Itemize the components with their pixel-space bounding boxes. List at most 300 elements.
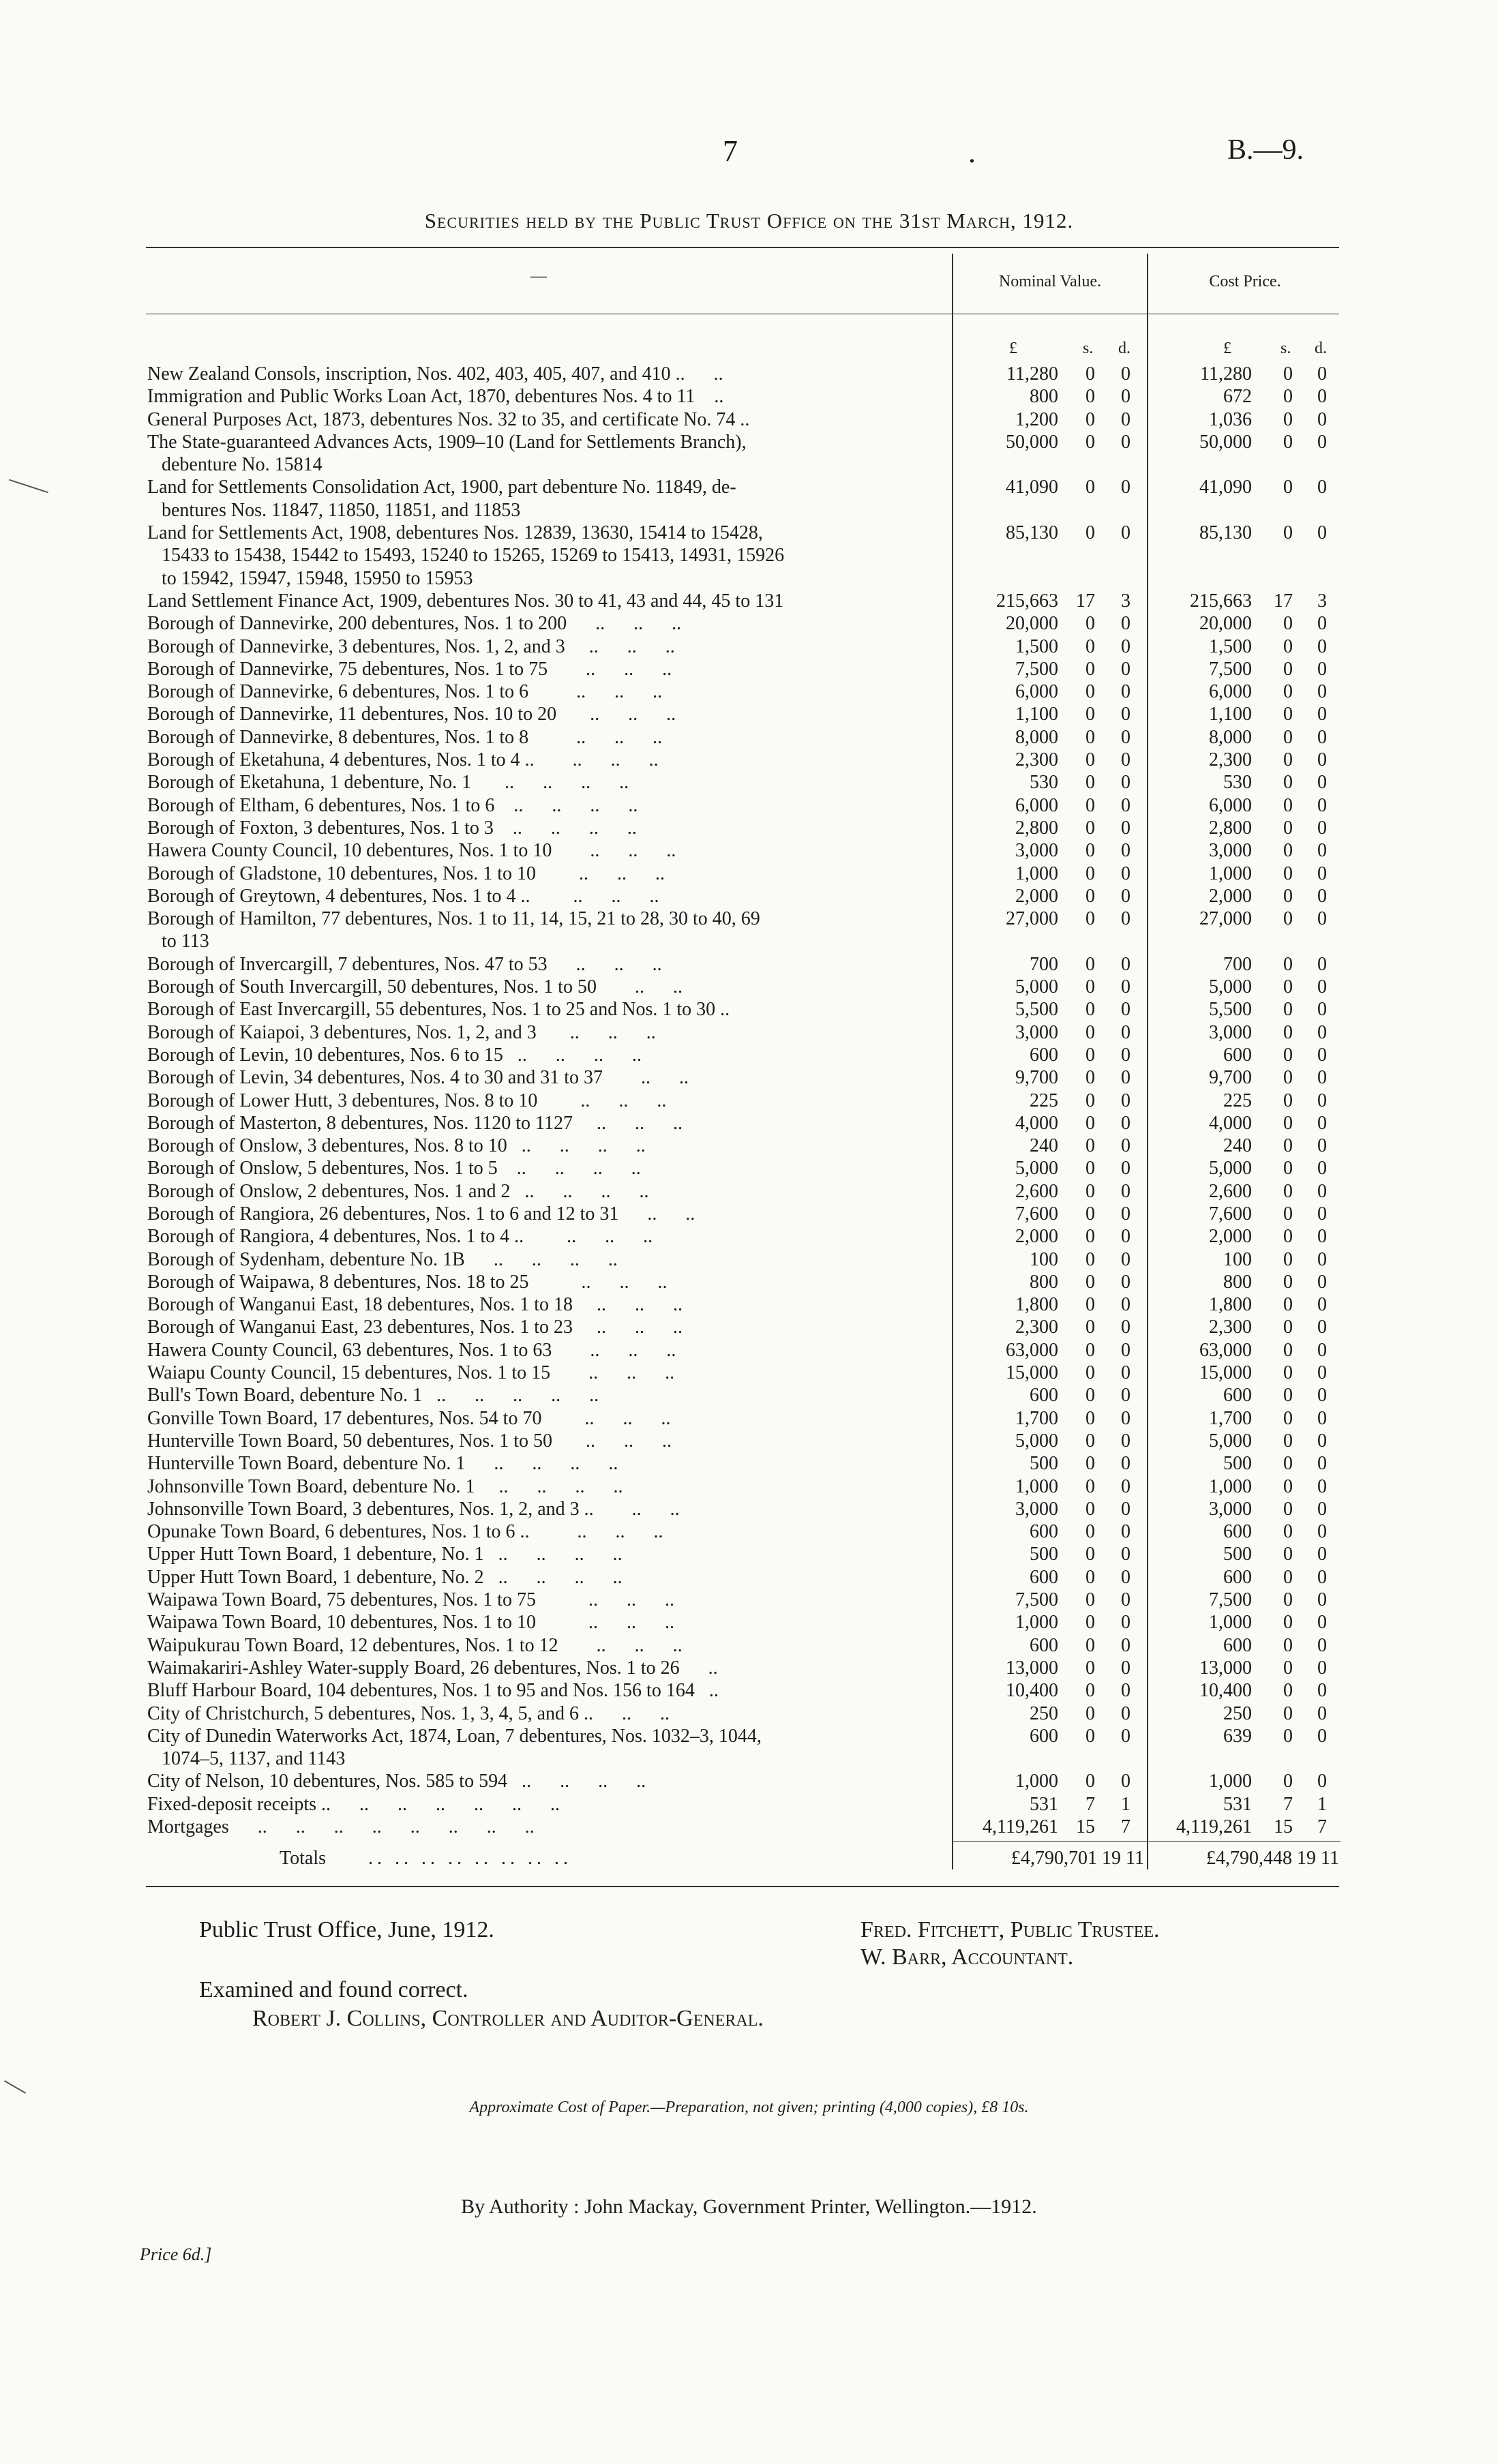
table-row	[147, 749, 1340, 771]
table-row	[147, 794, 1340, 817]
nominal-pence: 0	[1121, 1702, 1130, 1724]
cost-pence: 0	[1317, 1112, 1327, 1134]
cost-shillings: 0	[1283, 1566, 1293, 1588]
table-row	[147, 1634, 1340, 1657]
nominal-pounds: 500	[1030, 1544, 1058, 1565]
nominal-pence: 3	[1121, 590, 1130, 612]
cost-shillings: 0	[1283, 1203, 1293, 1225]
cost-pounds: 7,500	[1209, 1589, 1252, 1611]
nominal-pounds: 5,000	[1015, 1158, 1058, 1180]
cost-pence: 0	[1317, 1135, 1327, 1157]
cost-shillings: 0	[1283, 1453, 1293, 1475]
auditor-signature: Robert J. Collins, Controller and Auditor-General.	[252, 2006, 764, 2031]
table-row	[147, 726, 1340, 749]
cost-pence: 0	[1317, 1090, 1327, 1111]
cost-shillings: 0	[1283, 1317, 1293, 1338]
cost-pence: 7	[1317, 1816, 1327, 1837]
table-row	[147, 1225, 1340, 1248]
cost-shillings: 0	[1283, 1521, 1293, 1543]
cost-shillings: 0	[1283, 1475, 1293, 1497]
nominal-pounds: 1,100	[1015, 704, 1058, 725]
nominal-pence: 0	[1121, 1589, 1130, 1611]
nominal-pounds: 5,500	[1015, 999, 1058, 1021]
nominal-pounds: 2,000	[1015, 1226, 1058, 1248]
cost-pounds: 639	[1223, 1725, 1252, 1747]
nominal-pounds: 5,000	[1015, 1430, 1058, 1452]
nominal-pounds: 27,000	[1006, 908, 1058, 930]
cost-pounds: 1,800	[1209, 1294, 1252, 1316]
security-description: Borough of Masterton, 8 debentures, Nos. 1120 to 1127 .. .. ..	[147, 1112, 683, 1134]
nominal-pounds: 41,090	[1006, 477, 1058, 498]
totals-leader-dots: .. .. .. .. .. .. .. ..	[368, 1848, 572, 1869]
security-description: Borough of Eketahuna, 4 debentures, Nos. 1 to 4 .. .. .. ..	[147, 749, 659, 771]
cost-shillings: 0	[1283, 1430, 1293, 1452]
table-row	[147, 1044, 1340, 1066]
cost-shillings: 0	[1283, 1135, 1293, 1157]
cost-pounds: 7,600	[1209, 1203, 1252, 1225]
page-number: 7	[723, 134, 738, 168]
security-description: Borough of South Invercargill, 50 debentures, Nos. 1 to 50 .. ..	[147, 976, 683, 998]
cost-pounds: 215,663	[1190, 590, 1252, 612]
public-trustee-signature: Fred. Fitchett, Public Trustee.	[860, 1917, 1160, 1942]
nominal-shillings: 0	[1085, 1203, 1095, 1225]
cost-pence: 0	[1317, 1317, 1327, 1338]
header-dot: .	[968, 136, 976, 169]
table-row	[147, 1021, 1340, 1044]
nominal-shillings: 0	[1085, 1135, 1095, 1157]
cost-pounds: 27,000	[1199, 908, 1252, 930]
table-row	[147, 658, 1340, 680]
nominal-pounds: 600	[1030, 1044, 1058, 1066]
nominal-pence: 0	[1121, 1294, 1130, 1316]
nominal-shillings: 0	[1085, 794, 1095, 816]
cost-shillings: 0	[1283, 1407, 1293, 1429]
security-description: The State-guaranteed Advances Acts, 1909–10 (Land for Settlements Branch), debenture No. 15814	[147, 431, 747, 476]
security-description: Upper Hutt Town Board, 1 debenture, No. 1 .. .. .. ..	[147, 1544, 623, 1565]
nominal-pounds: 15,000	[1006, 1362, 1058, 1384]
cost-shillings: 0	[1283, 1248, 1293, 1270]
cost-pence: 0	[1317, 1430, 1327, 1452]
cost-pence: 0	[1317, 1248, 1327, 1270]
cost-shillings: 0	[1283, 1112, 1293, 1134]
examined-statement: Examined and found correct.	[199, 1977, 468, 2002]
cost-pence: 0	[1317, 522, 1327, 544]
nominal-pounds: 1,000	[1015, 1475, 1058, 1497]
security-description: Waimakariri-Ashley Water-supply Board, 26 debentures, Nos. 1 to 26 ..	[147, 1657, 718, 1679]
security-description: Bluff Harbour Board, 104 debentures, Nos. 1 to 95 and Nos. 156 to 164 ..	[147, 1680, 719, 1702]
nominal-pence: 0	[1121, 817, 1130, 839]
cost-shillings: 0	[1283, 1680, 1293, 1702]
table-row	[147, 1339, 1340, 1362]
table-row	[147, 771, 1340, 794]
cost-pounds: 2,300	[1209, 749, 1252, 771]
cost-shillings: 0	[1283, 726, 1293, 748]
description-column-header: —	[530, 267, 547, 285]
cost-pence: 0	[1317, 1771, 1327, 1792]
security-description: Immigration and Public Works Loan Act, 1870, debentures Nos. 4 to 11 ..	[147, 386, 724, 408]
nominal-shillings: 0	[1085, 1589, 1095, 1611]
cost-pounds: 8,000	[1209, 726, 1252, 748]
table-row	[147, 1657, 1340, 1679]
cost-pence: 0	[1317, 1680, 1327, 1702]
nominal-shillings: 0	[1085, 363, 1095, 385]
margin-mark	[4, 2080, 26, 2094]
cost-pence: 0	[1317, 1044, 1327, 1066]
cost-pounds: 3,000	[1209, 1498, 1252, 1520]
cost-pence: 0	[1317, 1180, 1327, 1202]
nominal-shillings: 0	[1085, 1702, 1095, 1724]
cost-pence: 0	[1317, 635, 1327, 657]
cost-pence: 0	[1317, 1544, 1327, 1565]
cost-pounds: 4,119,261	[1176, 1816, 1252, 1837]
table-row	[147, 1679, 1340, 1702]
nominal-shillings: 0	[1085, 1248, 1095, 1270]
nominal-shillings: 0	[1085, 386, 1095, 408]
cost-pence: 0	[1317, 1566, 1327, 1588]
nominal-shillings: 0	[1085, 1566, 1095, 1588]
cost-shilling-unit: s.	[1280, 340, 1291, 357]
nominal-pence: 0	[1121, 885, 1130, 907]
cost-shillings: 0	[1283, 1589, 1293, 1611]
nominal-pence: 0	[1121, 386, 1130, 408]
table-row	[147, 590, 1340, 612]
security-description: Borough of Onslow, 3 debentures, Nos. 8 to 10 .. .. .. ..	[147, 1135, 646, 1157]
nominal-pound-unit: £	[1009, 340, 1017, 357]
table-row	[147, 385, 1340, 408]
security-description: Hunterville Town Board, debenture No. 1 .. .. .. ..	[147, 1453, 618, 1475]
cost-pence: 0	[1317, 749, 1327, 771]
cost-shillings: 0	[1283, 885, 1293, 907]
security-description: Borough of Levin, 34 debentures, Nos. 4 to 30 and 31 to 37 .. ..	[147, 1067, 689, 1089]
cost-pounds: 5,000	[1209, 1158, 1252, 1180]
security-description: Borough of Foxton, 3 debentures, Nos. 1 to 3 .. .. .. ..	[147, 817, 637, 839]
nominal-pounds: 2,800	[1015, 817, 1058, 839]
cost-pence: 0	[1317, 1021, 1327, 1043]
security-description: City of Nelson, 10 debentures, Nos. 585 to 594 .. .. .. ..	[147, 1771, 646, 1792]
nominal-pounds: 2,300	[1015, 749, 1058, 771]
security-description: Borough of Gladstone, 10 debentures, Nos. 1 to 10 .. .. ..	[147, 862, 665, 884]
cost-pounds: 1,000	[1209, 1771, 1252, 1792]
nominal-shillings: 0	[1085, 885, 1095, 907]
security-description: Waipukurau Town Board, 12 debentures, Nos. 1 to 12 .. .. ..	[147, 1634, 683, 1656]
table-row	[147, 1407, 1340, 1430]
cost-shillings: 7	[1283, 1793, 1293, 1815]
security-description: Borough of Onslow, 2 debentures, Nos. 1 and 2 .. .. .. ..	[147, 1180, 649, 1202]
nominal-pounds: 1,700	[1015, 1407, 1058, 1429]
table-row	[147, 1793, 1340, 1816]
nominal-shillings: 0	[1085, 1067, 1095, 1089]
cost-pounds: 85,130	[1199, 522, 1252, 544]
cost-shillings: 0	[1283, 477, 1293, 498]
nominal-pounds: 500	[1030, 1453, 1058, 1475]
table-row	[147, 476, 1340, 522]
nominal-pence: 0	[1121, 1544, 1130, 1565]
cost-shillings: 0	[1283, 1180, 1293, 1202]
cost-shillings: 0	[1283, 1771, 1293, 1792]
nominal-pence: 0	[1121, 408, 1130, 430]
table-row	[147, 839, 1340, 862]
nominal-pounds: 600	[1030, 1634, 1058, 1656]
cost-pence: 0	[1317, 1226, 1327, 1248]
cost-pounds: 63,000	[1199, 1339, 1252, 1361]
cost-shillings: 0	[1283, 658, 1293, 680]
cost-shillings: 0	[1283, 1612, 1293, 1634]
nominal-shillings: 0	[1085, 1090, 1095, 1111]
security-description: Mortgages .. .. .. .. .. .. .. ..	[147, 1816, 535, 1837]
security-description: Land for Settlements Consolidation Act, 1900, part debenture No. 11849, de- bentures Nos. 11847, 11850, 11851, and 11853	[147, 477, 736, 521]
security-description: Hawera County Council, 63 debentures, Nos. 1 to 63 .. .. ..	[147, 1339, 676, 1361]
nominal-pence: 0	[1121, 1680, 1130, 1702]
nominal-pence: 0	[1121, 1453, 1130, 1475]
table-row	[147, 998, 1340, 1021]
nominal-pence: 0	[1121, 1158, 1130, 1180]
nominal-pounds: 225	[1030, 1090, 1058, 1111]
security-description: Borough of Eketahuna, 1 debenture, No. 1 .. .. .. ..	[147, 772, 629, 794]
nominal-pounds: 6,000	[1015, 681, 1058, 703]
nominal-pence: 0	[1121, 1135, 1130, 1157]
cost-shillings: 0	[1283, 1090, 1293, 1111]
cost-pence: 0	[1317, 953, 1327, 975]
cost-pounds: 5,000	[1209, 1430, 1252, 1452]
nominal-pounds: 800	[1030, 386, 1058, 408]
cost-pounds: 1,500	[1209, 635, 1252, 657]
cost-pounds: 50,000	[1199, 431, 1252, 453]
security-description: Borough of Dannevirke, 8 debentures, Nos. 1 to 8 .. .. ..	[147, 726, 663, 748]
nominal-shillings: 0	[1085, 431, 1095, 453]
cost-pounds: 2,000	[1209, 1226, 1252, 1248]
nominal-pence: 0	[1121, 1044, 1130, 1066]
cost-pounds: 15,000	[1199, 1362, 1252, 1384]
nominal-pence: 0	[1121, 1521, 1130, 1543]
nominal-shillings: 0	[1085, 726, 1095, 748]
cost-shillings: 0	[1283, 1385, 1293, 1407]
price-note: Price 6d.]	[140, 2244, 212, 2264]
nominal-pounds: 700	[1030, 953, 1058, 975]
nominal-pounds: 1,800	[1015, 1294, 1058, 1316]
nominal-pounds: 8,000	[1015, 726, 1058, 748]
table-row	[147, 1384, 1340, 1407]
security-description: Land Settlement Finance Act, 1909, debentures Nos. 30 to 41, 43 and 44, 45 to 131	[147, 590, 784, 612]
cost-pounds: 1,700	[1209, 1407, 1252, 1429]
nominal-shillings: 0	[1085, 477, 1095, 498]
security-description: Borough of Dannevirke, 3 debentures, Nos. 1, 2, and 3 .. .. ..	[147, 635, 675, 657]
security-description: Borough of Greytown, 4 debentures, Nos. 1 to 4 .. .. .. ..	[147, 885, 659, 907]
nominal-shillings: 0	[1085, 613, 1095, 635]
cost-pence: 0	[1317, 1521, 1327, 1543]
nominal-shillings: 0	[1085, 1112, 1095, 1134]
nominal-pence: 0	[1121, 681, 1130, 703]
table-row	[147, 1316, 1340, 1338]
nominal-pounds: 2,000	[1015, 885, 1058, 907]
cost-shillings: 0	[1283, 794, 1293, 816]
cost-pence: 0	[1317, 477, 1327, 498]
cost-pence: 0	[1317, 1702, 1327, 1724]
security-description: Gonville Town Board, 17 debentures, Nos. 54 to 70 .. .. ..	[147, 1407, 671, 1429]
nominal-pounds: 600	[1030, 1385, 1058, 1407]
table-row	[147, 1498, 1340, 1520]
nominal-pounds: 3,000	[1015, 1021, 1058, 1043]
cost-of-paper-footnote: Approximate Cost of Paper.—Preparation, not given; printing (4,000 copies), £8 10s.	[469, 2099, 1029, 2116]
table-row	[147, 1135, 1340, 1157]
cost-pound-unit: £	[1223, 340, 1231, 357]
security-description: Borough of Sydenham, debenture No. 1B .. .. .. ..	[147, 1248, 618, 1270]
nominal-pence: 1	[1121, 1793, 1130, 1815]
nominal-pounds: 9,700	[1015, 1067, 1058, 1089]
nominal-pence: 0	[1121, 1771, 1130, 1792]
cost-shillings: 0	[1283, 1634, 1293, 1656]
security-description: City of Christchurch, 5 debentures, Nos. 1, 3, 4, 5, and 6 .. .. ..	[147, 1702, 670, 1724]
cost-pence: 0	[1317, 1339, 1327, 1361]
nominal-pounds: 50,000	[1006, 431, 1058, 453]
nominal-pounds: 531	[1030, 1793, 1058, 1815]
cost-shillings: 15	[1274, 1816, 1293, 1837]
nominal-pence: 0	[1121, 1203, 1130, 1225]
nominal-shillings: 0	[1085, 1317, 1095, 1338]
nominal-shillings: 0	[1085, 1021, 1095, 1043]
nominal-shillings: 0	[1085, 1294, 1095, 1316]
cost-pounds: 13,000	[1199, 1657, 1252, 1679]
nominal-pounds: 215,663	[996, 590, 1058, 612]
nominal-pence: 0	[1121, 1339, 1130, 1361]
nominal-shillings: 0	[1085, 704, 1095, 725]
nominal-shillings: 7	[1085, 1793, 1095, 1815]
nominal-pence: 0	[1121, 976, 1130, 998]
cost-pounds: 7,500	[1209, 658, 1252, 680]
cost-shillings: 0	[1283, 976, 1293, 998]
cost-pounds: 600	[1223, 1385, 1252, 1407]
cost-pounds: 531	[1223, 1793, 1252, 1815]
security-description: City of Dunedin Waterworks Act, 1874, Loan, 7 debentures, Nos. 1032–3, 1044, 1074–5, 1137, and 1143	[147, 1725, 762, 1770]
nominal-pence: 0	[1121, 1612, 1130, 1634]
cost-shillings: 0	[1283, 1544, 1293, 1565]
cost-pounds: 672	[1223, 386, 1252, 408]
cost-shillings: 0	[1283, 999, 1293, 1021]
cost-shillings: 0	[1283, 681, 1293, 703]
nominal-shillings: 0	[1085, 1475, 1095, 1497]
cost-shillings: 0	[1283, 749, 1293, 771]
nominal-pounds: 5,000	[1015, 976, 1058, 998]
cost-pence: 0	[1317, 1158, 1327, 1180]
nominal-shillings: 0	[1085, 1657, 1095, 1679]
nominal-shillings: 0	[1085, 1362, 1095, 1384]
office-date: Public Trust Office, June, 1912.	[199, 1917, 494, 1942]
table-row	[147, 862, 1340, 885]
table-row	[147, 1090, 1340, 1112]
cost-pence: 0	[1317, 1657, 1327, 1679]
cost-shillings: 0	[1283, 953, 1293, 975]
nominal-pence: 0	[1121, 953, 1130, 975]
nominal-shillings: 0	[1085, 840, 1095, 862]
cost-pence: 0	[1317, 1634, 1327, 1656]
nominal-pence: 0	[1121, 1021, 1130, 1043]
cost-pence-unit: d.	[1315, 340, 1327, 357]
security-description: Borough of Wanganui East, 18 debentures, Nos. 1 to 18 .. .. ..	[147, 1294, 683, 1316]
nominal-pounds: 63,000	[1006, 1339, 1058, 1361]
cost-pence: 0	[1317, 1612, 1327, 1634]
cost-pounds: 1,100	[1209, 704, 1252, 725]
cost-pounds: 6,000	[1209, 794, 1252, 816]
cost-shillings: 0	[1283, 1498, 1293, 1520]
accountant-signature: W. Barr, Accountant.	[860, 1944, 1074, 1970]
table-row	[147, 1203, 1340, 1225]
cost-pounds: 3,000	[1209, 840, 1252, 862]
cost-shillings: 0	[1283, 408, 1293, 430]
printer-imprint: By Authority : John Mackay, Government Printer, Wellington.—1912.	[461, 2195, 1037, 2218]
cost-shillings: 0	[1283, 613, 1293, 635]
cost-pounds: 2,000	[1209, 885, 1252, 907]
cost-pounds: 600	[1223, 1566, 1252, 1588]
table-row	[147, 1566, 1340, 1589]
nominal-pounds: 7,500	[1015, 658, 1058, 680]
nominal-pounds: 1,000	[1015, 862, 1058, 884]
cost-pounds: 6,000	[1209, 681, 1252, 703]
security-description: Borough of Hamilton, 77 debentures, Nos. 1 to 11, 14, 15, 21 to 28, 30 to 40, 69 to 113	[147, 908, 760, 952]
cost-shillings: 17	[1274, 590, 1293, 612]
table-row	[147, 1770, 1340, 1792]
nominal-pence: 0	[1121, 522, 1130, 544]
security-description: Opunake Town Board, 6 debentures, Nos. 1 to 6 .. .. .. ..	[147, 1521, 663, 1543]
security-description: General Purposes Act, 1873, debentures Nos. 32 to 35, and certificate No. 74 ..	[147, 408, 750, 430]
totals-label: Totals	[280, 1848, 327, 1869]
nominal-pence: 0	[1121, 477, 1130, 498]
nominal-shillings: 0	[1085, 635, 1095, 657]
cost-pounds: 1,000	[1209, 1475, 1252, 1497]
cost-pence: 0	[1317, 817, 1327, 839]
nominal-pence: 0	[1121, 1226, 1130, 1248]
security-description: New Zealand Consols, inscription, Nos. 402, 403, 405, 407, and 410 .. ..	[147, 363, 723, 385]
table-row	[147, 1543, 1340, 1565]
cost-shillings: 0	[1283, 1226, 1293, 1248]
cost-shillings: 0	[1283, 1362, 1293, 1384]
nominal-shillings: 0	[1085, 1771, 1095, 1792]
table-row	[147, 1816, 1340, 1838]
nominal-shillings: 0	[1085, 1634, 1095, 1656]
cost-pence: 0	[1317, 999, 1327, 1021]
cost-pence: 0	[1317, 681, 1327, 703]
nominal-shillings: 0	[1085, 817, 1095, 839]
nominal-pence: 7	[1121, 1816, 1130, 1837]
cost-pence: 1	[1317, 1793, 1327, 1815]
nominal-pounds: 6,000	[1015, 794, 1058, 816]
page-title: Securities held by the Public Trust Office on the 31st March, 1912.	[424, 209, 1074, 232]
cost-shillings: 0	[1283, 1021, 1293, 1043]
cost-pence: 3	[1317, 590, 1327, 612]
nominal-pounds: 240	[1030, 1135, 1058, 1157]
cost-shillings: 0	[1283, 817, 1293, 839]
nominal-pence: 0	[1121, 1498, 1130, 1520]
security-description: Borough of Onslow, 5 debentures, Nos. 1 to 5 .. .. .. ..	[147, 1158, 641, 1180]
nominal-pence: 0	[1121, 635, 1130, 657]
table-row	[147, 976, 1340, 998]
security-description: Hunterville Town Board, 50 debentures, Nos. 1 to 50 .. .. ..	[147, 1430, 672, 1452]
cost-shillings: 0	[1283, 1725, 1293, 1747]
security-description: Borough of Waipawa, 8 debentures, Nos. 18 to 25 .. .. ..	[147, 1271, 668, 1293]
nominal-shillings: 0	[1085, 862, 1095, 884]
security-description: Borough of Levin, 10 debentures, Nos. 6 to 15 .. .. .. ..	[147, 1044, 642, 1066]
nominal-pence: 0	[1121, 1180, 1130, 1202]
table-row	[147, 1520, 1340, 1543]
table-row	[147, 1430, 1340, 1452]
table-row	[147, 635, 1340, 658]
nominal-shillings: 15	[1076, 1816, 1095, 1837]
nominal-pence: 0	[1121, 1271, 1130, 1293]
nominal-shillings: 0	[1085, 408, 1095, 430]
totals-cost-price: £4,790,448 19 11	[1206, 1848, 1339, 1869]
security-description: Johnsonville Town Board, 3 debentures, Nos. 1, 2, and 3 .. .. ..	[147, 1498, 680, 1520]
nominal-shillings: 0	[1085, 908, 1095, 930]
nominal-pounds: 3,000	[1015, 1498, 1058, 1520]
table-row	[147, 1475, 1340, 1498]
